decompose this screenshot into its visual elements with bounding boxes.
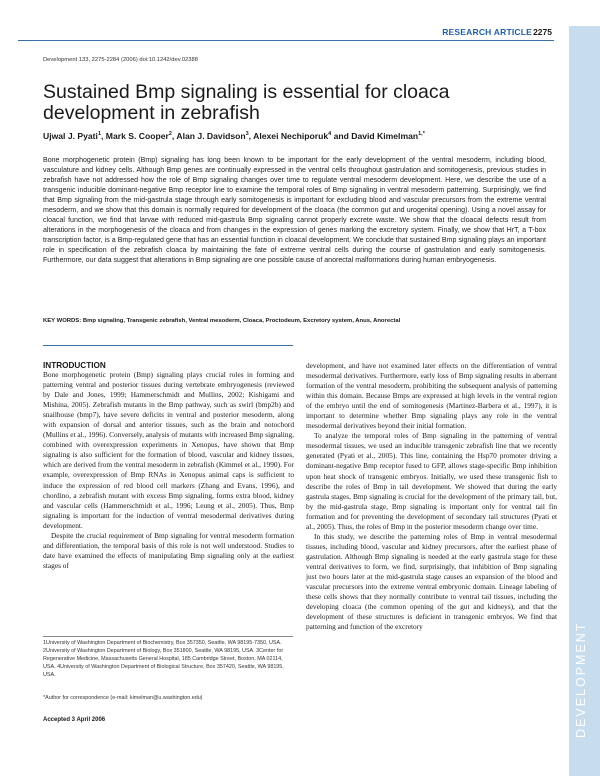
keywords-label: KEY WORDS: bbox=[43, 318, 82, 324]
abstract: Bone morphogenetic protein (Bmp) signaling has long been known to be important for the early development of the ventral mesoderm, including blood, vasculature and kidney cells. Although Bmp genes are continually expressed in the ventral cells throughout gastrulation and somitogenesis, previous studies in zebrafish have not addressed how the role of Bmp signaling changes over time to regulate ventral mesoderm development. Here, we describe the use of a transgenic inducible dominant-negative Bmp receptor line to examine the temporal roles of Bmp signaling in ventral mesoderm patterning. Surprisingly, we find that Bmp signaling from the mid-gastrula stage through early somitogenesis is important for excluding blood and vascular precursors from the extreme ventral mesoderm, and we show that this domain is normally required for development of the cloaca (the common gut and urogenital opening). Using a novel assay for cloacal function, we find that larvae with reduced mid-gastrula Bmp signaling cannot properly excrete waste. We show that the cloacal defects result from alterations in the morphogenesis of the cloaca and from changes in the expression of genes marking the excretory system. Finally, we show that HrT, a T-box transcription factor, is a Bmp-regulated gene that has an essential function in cloacal development. We conclude that sustained Bmp signaling plays an important role in specification of the zebrafish cloaca by maintaining the fate of extreme ventral cells during the course of gastrulation and early somitogenesis. Furthermore, our data suggest that alterations in Bmp signaling are one possible cause of anorectal malformations during human embryogenesis. bbox=[43, 157, 546, 265]
correspondence-note: *Author for correspondence (e-mail: kimelman@u.washington.edu) bbox=[43, 695, 203, 701]
journal-citation: Development 133, 2275-2284 (2006) doi:10.1242/dev.02388 bbox=[43, 57, 198, 63]
journal-side-label: DEVELOPMENT bbox=[574, 621, 588, 738]
author-name: Alexei Nechiporuk bbox=[253, 131, 329, 141]
body-paragraph: In this study, we describe the patterning roles of Bmp in ventral mesodermal tissues, including blood, vascular and kidney precursors, after the earliest phase of gastrulation. Although Bmp signaling is needed at the early gastrula stage for these ventral derivatives to form, we find, surprisingly, that inhibition of Bmp signaling just two hours later at the mid-gastrula stage causes an expansion of the blood and vascular precursors into the extreme ventral embryonic domain. Lineage labeling of these cells shows that they normally contribute to ventral tail tissues, including the developing cloaca (the common opening of the gut and kidneys), and that the development of these structures is deficient in transgenic embryos. We find that patterning and function of the excretory bbox=[306, 531, 557, 632]
author-affiliation-mark: 1 bbox=[97, 131, 101, 138]
header-divider bbox=[18, 40, 554, 41]
footnote-divider bbox=[43, 636, 293, 637]
author-affiliation-mark: 1,* bbox=[418, 131, 425, 138]
author-name: Ujwal J. Pyati bbox=[43, 131, 98, 141]
body-paragraph: Bone morphogenetic protein (Bmp) signaling plays crucial roles in forming and patterning ventral and posterior tissues during vertebrate embryogenesis (reviewed by Dale and Jones, 1999; Hammerschmidt and Mullins, 2002; Kishigami and Mishina, 2005). Zebrafish mutants in the Bmp pathway, such as swirl (bmp2b) and snailhouse (bmp7), have severe deficits in ventral and posterior mesoderm, along with expansion of dorsal and anterior tissues, such as the brain and notochord (Mullins et al., 1996). Conversely, analysis of mutants with increased Bmp signaling, combined with overexpression experiments in Xenopus, have shown that Bmp signaling is also sufficient for the formation of blood, vascular and kidney tissues, which are derived from the ventral mesoderm in zebrafish (Kimmel et al., 1990). For example, overexpression of Bmp RNAs in Xenopus animal caps is sufficient to induce the expression of red blood cell markers (Zhang and Evans, 1996), and chordino, a zebrafish mutant with excess Bmp signaling, forms extra blood, kidney and vascular cells (Hammerschmidt et al., 1996; Leung et al., 2005). Thus, Bmp signaling is important for the induction of ventral mesodermal derivatives during development. bbox=[43, 370, 294, 530]
body-column-right bbox=[306, 361, 557, 632]
author-name: Mark S. Cooper bbox=[105, 131, 169, 141]
keywords-text: Bmp signaling, Transgenic zebrafish, Ventral mesoderm, Cloaca, Proctodeum, Excretory system, Anus, Anorectal bbox=[82, 318, 401, 324]
author-affiliation-mark: 2 bbox=[168, 131, 172, 138]
author-separator: , bbox=[248, 131, 254, 141]
keywords bbox=[43, 318, 546, 324]
author-affiliation-mark: 3 bbox=[245, 131, 249, 138]
article-type-label: RESEARCH ARTICLE bbox=[442, 27, 532, 37]
author-separator: , bbox=[171, 131, 177, 141]
page-number: 2275 bbox=[533, 27, 552, 37]
author-name: Alan J. Davidson bbox=[176, 131, 246, 141]
body-paragraph: development, and have not examined later effects on the differentiation of ventral mesodermal derivatives. Furthermore, early loss of Bmp signaling results in aberrant formation of the ventral mesoderm, prohibiting the subsequent analysis of patterning within this domain. Because Bmps are expressed at high levels in the ventral region of the embryo until the end of somitogenesis (Martinez-Barbera et al., 1997), it is important to determine whether Bmp signaling plays any role in the ventral mesodermal derivatives beyond their initial formation. bbox=[306, 361, 557, 431]
introduction-heading: INTRODUCTION bbox=[43, 361, 106, 370]
author-separator: , bbox=[101, 131, 106, 141]
body-paragraph: Despite the crucial requirement of Bmp signaling for ventral mesoderm formation and differentiation, the temporal basis of this role is not well understood. Studies to date have examined the effects of manipulating Bmp signaling only at the earliest stages of bbox=[43, 530, 294, 570]
author-separator: and bbox=[331, 131, 352, 141]
body-paragraph: To analyze the temporal roles of Bmp signaling in the patterning of ventral mesodermal tissues, we used an inducible transgenic zebrafish line that we recently generated (Pyati et al., 2005). This line, containing the Hsp70 promoter driving a dominant-negative Bmp receptor fused to GFP, allows stage-specific Bmp inhibition upon heat shock of transgenic embryos. Initially, we used these transgenic fish to describe the roles of Bmp in tail development. We showed that during the early gastrula stages, Bmp signaling is crucial for the development of the primary tail, but, by the mid-gastrula stage, Bmp signaling is important only for ventral tail fin formation and for preventing the development of secondary tail structures (Pyati et al., 2005). Thus, the roles of Bmp in the posterior mesoderm change over time. bbox=[306, 431, 557, 531]
article-title: Sustained Bmp signaling is essential for cloaca development in zebrafish bbox=[43, 81, 450, 124]
accepted-date: Accepted 3 April 2006 bbox=[43, 717, 106, 723]
author-list bbox=[43, 131, 543, 141]
section-divider bbox=[43, 345, 293, 346]
author-affiliation-mark: 4 bbox=[328, 131, 332, 138]
author-affiliations: 1University of Washington Department of Biochemistry, Box 357350, Seattle, WA 98195-7350, USA. 2University of Washington Department of Biology, Box 351800, Seattle, WA 98195, USA. 3Center for Regenerative Medicine, Massachusetts General Hospital, 185 Cambridge Street, Boston, MA 02114, USA. 4University of Washington Department of Biological Structure, Box 357420, Seattle, WA 98195, USA. bbox=[43, 640, 284, 679]
author-name: David Kimelman bbox=[351, 131, 419, 141]
body-column-left bbox=[43, 370, 294, 571]
